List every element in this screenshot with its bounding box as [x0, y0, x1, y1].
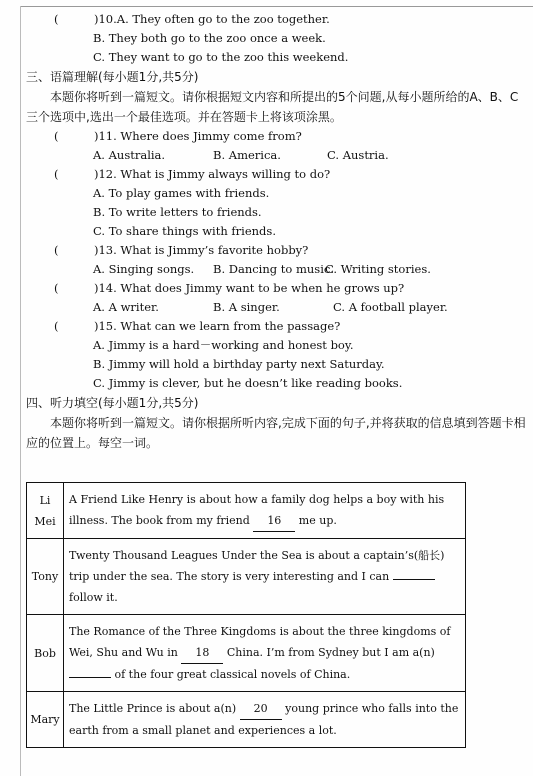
exam-content: [26, 10, 526, 453]
option-b: B. Jimmy will hold a birthday party next Saturday.: [93, 357, 385, 371]
options-row: [26, 260, 526, 279]
question-12: [26, 165, 526, 184]
option-b: B. They both go to the zoo once a week.: [93, 31, 326, 45]
student-name: Bob: [27, 615, 64, 692]
student-name: Li Mei: [27, 483, 64, 539]
text-part: Twenty Thousand Leagues Under the Sea is about a captain’s(船长) trip under the sea. The story is very interesting and I can: [69, 549, 445, 583]
option-a: A. A writer.: [93, 300, 159, 314]
text-part: A Friend Like Henry is about how a family dog helps a boy with his illness. The book from my friend: [69, 493, 445, 527]
section-3-title: 三、语篇理解(每小题1分,共5分): [26, 70, 199, 84]
text-part: of the four great classical novels of China.: [111, 668, 351, 681]
student-name: Mary: [27, 692, 64, 748]
question-stem: )11. Where does Jimmy come from?: [94, 129, 302, 143]
option-c: C. Writing stories.: [325, 262, 431, 276]
question-11: [26, 127, 526, 146]
text-part: follow it.: [69, 591, 118, 604]
question-15: [26, 317, 526, 336]
option-c: C. To share things with friends.: [93, 224, 276, 238]
question-13: [26, 241, 526, 260]
answer-blank-20[interactable]: 20: [240, 698, 282, 720]
answer-paren: (: [54, 12, 59, 26]
question-stem: )12. What is Jimmy always willing to do?: [94, 167, 331, 181]
answer-paren: (: [54, 319, 59, 333]
book-description: [64, 692, 466, 748]
answer-blank-16[interactable]: 16: [253, 510, 295, 532]
question-10: [26, 10, 526, 29]
fill-in-table: [26, 482, 466, 748]
text-part: me up.: [295, 514, 337, 527]
option-a: A. Australia.: [93, 148, 166, 162]
option-c: C. They want to go to the zoo this weekend.: [93, 50, 349, 64]
answer-blank-19[interactable]: [69, 677, 111, 678]
book-description: [64, 539, 466, 615]
text-part: The Little Prince is about a(n): [69, 702, 240, 715]
text-part: The Romance of the Three Kingdoms is about the three kingdoms of Wei, Shu and Wu in: [69, 625, 451, 659]
student-name: Tony: [27, 539, 64, 615]
option-a: A. Singing songs.: [93, 262, 195, 276]
table-row: [27, 692, 466, 748]
section-3-instruction: 本题你将听到一篇短文。请你根据短文内容和所提出的5个问题,从每小题所给的A、B、C三个选项中,选出一个最佳选项。并在答题卡上将该项涂黑。: [26, 90, 519, 124]
section-4-instruction: 本题你将听到一篇短文。请你根据所听内容,完成下面的句子,并将获取的信息填到答题卡相应的位置上。每空一词。: [26, 416, 526, 450]
option-a: A. To play games with friends.: [93, 186, 270, 200]
section-4-title: 四、听力填空(每小题1分,共5分): [26, 396, 199, 410]
option-b: B. To write letters to friends.: [93, 205, 262, 219]
table-row: [27, 539, 466, 615]
book-description: [64, 483, 466, 539]
option-a: A. Jimmy is a hard－working and honest boy.: [93, 338, 354, 352]
answer-paren: (: [54, 243, 59, 257]
option-c: C. A football player.: [333, 300, 448, 314]
left-border: [20, 6, 21, 776]
table-row: [27, 483, 466, 539]
options-row: [26, 298, 526, 317]
answer-paren: (: [54, 281, 59, 295]
answer-blank-17[interactable]: [393, 579, 435, 580]
question-stem: )14. What does Jimmy want to be when he grows up?: [94, 281, 405, 295]
answer-blank-18[interactable]: 18: [181, 642, 223, 664]
options-row: [26, 146, 526, 165]
option-b: B. America.: [213, 148, 281, 162]
question-14: [26, 279, 526, 298]
question-stem: )13. What is Jimmy’s favorite hobby?: [94, 243, 309, 257]
question-stem: )10.A. They often go to the zoo together.: [94, 12, 330, 26]
book-description: [64, 615, 466, 692]
option-b: B. A singer.: [213, 300, 280, 314]
option-c: C. Austria.: [327, 148, 389, 162]
question-stem: )15. What can we learn from the passage?: [94, 319, 341, 333]
answer-paren: (: [54, 129, 59, 143]
top-border: [20, 6, 533, 7]
answer-paren: (: [54, 167, 59, 181]
option-b: B. Dancing to music.: [213, 262, 334, 276]
table-row: [27, 615, 466, 692]
text-part: China. I’m from Sydney but I am a(n): [223, 646, 435, 659]
option-c: C. Jimmy is clever, but he doesn’t like reading books.: [93, 376, 403, 390]
text-part: young prince who falls into the earth from a small planet and experiences a lot.: [69, 702, 459, 737]
